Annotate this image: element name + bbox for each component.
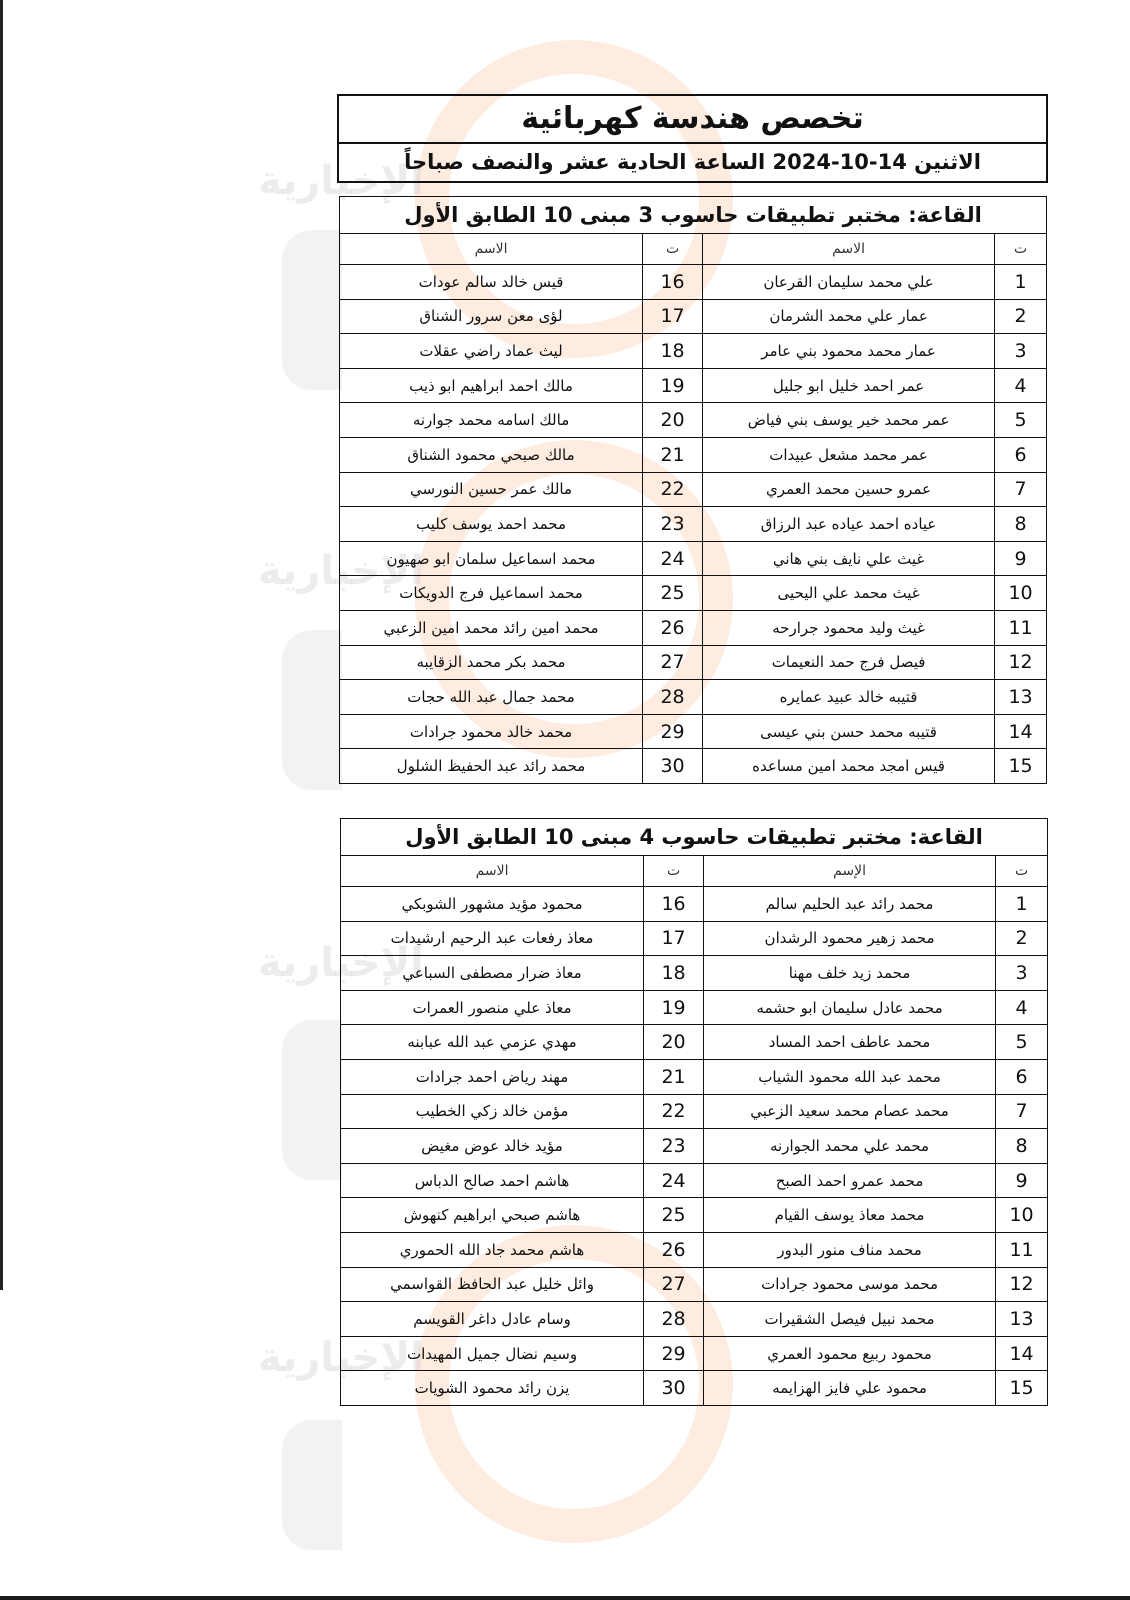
row-number: 23	[643, 507, 703, 542]
student-name: علي محمد سليمان القرعان	[703, 265, 995, 300]
student-name: مالك عمر حسين النورسي	[340, 472, 643, 507]
row-number: 30	[643, 749, 703, 784]
row-number: 20	[644, 1025, 704, 1060]
student-name: ليث عماد راضي عقلات	[340, 334, 643, 369]
row-number: 10	[995, 576, 1047, 611]
row-number: 8	[996, 1129, 1048, 1164]
row-number: 21	[643, 437, 703, 472]
student-name: محمد احمد يوسف كليب	[340, 507, 643, 542]
column-header-number: ت	[996, 856, 1048, 887]
row-number: 24	[644, 1163, 704, 1198]
student-name: قيس خالد سالم عودات	[340, 265, 643, 300]
row-number: 4	[995, 368, 1047, 403]
table-row	[340, 541, 1047, 576]
watermark-text: الإخبارية	[258, 940, 424, 986]
row-number: 1	[995, 265, 1047, 300]
scan-bottom-edge	[0, 1596, 1130, 1600]
student-name: مالك احمد ابراهيم ابو ذيب	[340, 368, 643, 403]
student-name: محمد اسماعيل فرج الدويكات	[340, 576, 643, 611]
document-title: تخصص هندسة كهربائية	[339, 96, 1046, 144]
student-name: محمد اسماعيل سلمان ابو صهيون	[340, 541, 643, 576]
row-number: 6	[995, 437, 1047, 472]
row-number: 15	[996, 1371, 1048, 1406]
student-name: محمود مؤيد مشهور الشوبكي	[341, 887, 644, 922]
row-number: 29	[644, 1336, 704, 1371]
row-number: 4	[996, 990, 1048, 1025]
row-number: 18	[643, 334, 703, 369]
row-number: 16	[643, 265, 703, 300]
row-number: 20	[643, 403, 703, 438]
roster-table-lab-3	[339, 196, 1047, 784]
table-row	[340, 680, 1047, 715]
student-name: هاشم محمد جاد الله الحموري	[341, 1232, 644, 1267]
table-body	[340, 265, 1047, 784]
column-header-number: ت	[643, 234, 703, 265]
table-row	[341, 921, 1048, 956]
row-number: 29	[643, 714, 703, 749]
row-number: 19	[644, 990, 704, 1025]
hall-title: القاعة: مختبر تطبيقات حاسوب 4 مبنى 10 الطابق الأول	[341, 819, 1048, 856]
student-name: وائل خليل عبد الحافظ القواسمي	[341, 1267, 644, 1302]
student-name: محمد خالد محمود جرادات	[340, 714, 643, 749]
student-name: محمد جمال عبد الله حجات	[340, 680, 643, 715]
table-row	[341, 887, 1048, 922]
row-number: 18	[644, 956, 704, 991]
column-header-number: ت	[995, 234, 1047, 265]
watermark-shape	[282, 1020, 342, 1180]
watermark-shape	[282, 1420, 342, 1550]
table-row	[340, 645, 1047, 680]
row-number: 22	[643, 472, 703, 507]
row-number: 12	[996, 1267, 1048, 1302]
table-body	[341, 887, 1048, 1406]
student-name: غيث محمد علي اليحيى	[703, 576, 995, 611]
student-name: محمود علي فايز الهزايمه	[704, 1371, 996, 1406]
table-row	[341, 1371, 1048, 1406]
row-number: 26	[644, 1232, 704, 1267]
row-number: 9	[995, 541, 1047, 576]
row-number: 2	[995, 299, 1047, 334]
student-name: محمد مناف منور البدور	[704, 1232, 996, 1267]
table-row	[341, 1094, 1048, 1129]
student-name: محمد عاطف احمد المساد	[704, 1025, 996, 1060]
scan-left-edge	[0, 0, 3, 1290]
exam-date-time: الاثنين 14-10-2024 الساعة الحادية عشر والنصف صباحاً	[404, 150, 981, 174]
row-number: 9	[996, 1163, 1048, 1198]
student-name: هاشم احمد صالح الدباس	[341, 1163, 644, 1198]
watermark-text: الإخبارية	[258, 1335, 424, 1381]
table-row	[341, 1129, 1048, 1164]
student-name: عمر محمد خير يوسف بني فياض	[703, 403, 995, 438]
table-row	[340, 472, 1047, 507]
student-name: محمد عصام محمد سعيد الزعبي	[704, 1094, 996, 1129]
student-name: محمود ربيع محمود العمري	[704, 1336, 996, 1371]
table-row	[340, 437, 1047, 472]
student-name: عمار محمد محمود بني عامر	[703, 334, 995, 369]
row-number: 14	[995, 714, 1047, 749]
student-name: لؤى معن سرور الشناق	[340, 299, 643, 334]
row-number: 28	[644, 1302, 704, 1337]
table-row	[340, 507, 1047, 542]
row-number: 25	[644, 1198, 704, 1233]
student-name: قيس امجد محمد امين مساعده	[703, 749, 995, 784]
column-header-name: الاسم	[341, 856, 644, 887]
student-name: محمد معاذ يوسف القيام	[704, 1198, 996, 1233]
student-name: معاذ ضرار مصطفى السباعي	[341, 956, 644, 991]
column-header-number: ت	[644, 856, 704, 887]
student-name: يزن رائد محمود الشويات	[341, 1371, 644, 1406]
row-number: 27	[644, 1267, 704, 1302]
row-number: 11	[995, 610, 1047, 645]
student-name: عياده احمد عياده عبد الرزاق	[703, 507, 995, 542]
row-number: 8	[995, 507, 1047, 542]
row-number: 28	[643, 680, 703, 715]
student-name: مالك صبحي محمود الشناق	[340, 437, 643, 472]
row-number: 24	[643, 541, 703, 576]
table-row	[340, 299, 1047, 334]
table-row	[341, 1336, 1048, 1371]
table-row	[341, 1302, 1048, 1337]
student-name: عمرو حسين محمد العمري	[703, 472, 995, 507]
student-name: محمد رائد عبد الحفيظ الشلول	[340, 749, 643, 784]
student-name: مالك اسامه محمد جوارنه	[340, 403, 643, 438]
column-header-name: الإسم	[704, 856, 996, 887]
row-number: 6	[996, 1059, 1048, 1094]
column-header-name: الاسم	[703, 234, 995, 265]
student-name: محمد عادل سليمان ابو حشمه	[704, 990, 996, 1025]
row-number: 5	[996, 1025, 1048, 1060]
row-number: 13	[995, 680, 1047, 715]
student-name: مهند رياض احمد جرادات	[341, 1059, 644, 1094]
student-name: عمار علي محمد الشرمان	[703, 299, 995, 334]
watermark-shape	[282, 230, 342, 390]
row-number: 2	[996, 921, 1048, 956]
table-row	[340, 576, 1047, 611]
table-row	[341, 1267, 1048, 1302]
document-header	[337, 94, 1048, 183]
row-number: 12	[995, 645, 1047, 680]
row-number: 17	[643, 299, 703, 334]
student-name: هاشم صبحي ابراهيم كنهوش	[341, 1198, 644, 1233]
roster-table-lab-4	[340, 818, 1048, 1406]
student-name: قتيبه خالد عبيد عمايره	[703, 680, 995, 715]
student-name: محمد عمرو احمد الصبح	[704, 1163, 996, 1198]
student-name: محمد موسى محمود جرادات	[704, 1267, 996, 1302]
row-number: 30	[644, 1371, 704, 1406]
student-name: فيصل فرج حمد النعيمات	[703, 645, 995, 680]
row-number: 23	[644, 1129, 704, 1164]
row-number: 10	[996, 1198, 1048, 1233]
hall-title: القاعة: مختبر تطبيقات حاسوب 3 مبنى 10 الطابق الأول	[340, 197, 1047, 234]
table-row	[341, 1059, 1048, 1094]
row-number: 3	[995, 334, 1047, 369]
student-name: وسام عادل داغر القويسم	[341, 1302, 644, 1337]
watermark-text: الإخبارية	[258, 158, 424, 204]
row-number: 22	[644, 1094, 704, 1129]
row-number: 3	[996, 956, 1048, 991]
row-number: 14	[996, 1336, 1048, 1371]
table-row	[341, 1198, 1048, 1233]
row-number: 26	[643, 610, 703, 645]
table-row	[341, 956, 1048, 991]
student-name: وسيم نضال جميل المهيدات	[341, 1336, 644, 1371]
student-name: مهدي عزمي عبد الله عبابنه	[341, 1025, 644, 1060]
row-number: 21	[644, 1059, 704, 1094]
table-row	[341, 1163, 1048, 1198]
table-row	[341, 1232, 1048, 1267]
row-number: 19	[643, 368, 703, 403]
student-name: محمد بكر محمد الزقايبه	[340, 645, 643, 680]
student-name: معاذ علي منصور العمرات	[341, 990, 644, 1025]
column-header-name: الاسم	[340, 234, 643, 265]
watermark-shape	[282, 630, 342, 790]
table-row	[340, 610, 1047, 645]
table-row	[341, 990, 1048, 1025]
row-number: 16	[644, 887, 704, 922]
row-number: 13	[996, 1302, 1048, 1337]
row-number: 27	[643, 645, 703, 680]
student-name: محمد زهير محمود الرشدان	[704, 921, 996, 956]
student-name: محمد زيد خلف مهنا	[704, 956, 996, 991]
student-name: عمر احمد خليل ابو جليل	[703, 368, 995, 403]
row-number: 11	[996, 1232, 1048, 1267]
row-number: 25	[643, 576, 703, 611]
row-number: 5	[995, 403, 1047, 438]
student-name: مؤيد خالد عوض مغيض	[341, 1129, 644, 1164]
student-name: محمد امين رائد محمد امين الزعبي	[340, 610, 643, 645]
row-number: 15	[995, 749, 1047, 784]
watermark-text: الإخبارية	[258, 548, 424, 594]
student-name: معاذ رفعات عبد الرحيم ارشيدات	[341, 921, 644, 956]
table-row	[340, 334, 1047, 369]
student-name: محمد رائد عبد الحليم سالم	[704, 887, 996, 922]
row-number: 7	[995, 472, 1047, 507]
table-row	[340, 749, 1047, 784]
student-name: محمد عبد الله محمود الشياب	[704, 1059, 996, 1094]
student-name: عمر محمد مشعل عبيدات	[703, 437, 995, 472]
student-name: محمد علي محمد الجوارنه	[704, 1129, 996, 1164]
table-row	[340, 368, 1047, 403]
table-row	[340, 714, 1047, 749]
student-name: مؤمن خالد زكي الخطيب	[341, 1094, 644, 1129]
table-row	[340, 265, 1047, 300]
student-name: محمد نبيل فيصل الشقيرات	[704, 1302, 996, 1337]
row-number: 1	[996, 887, 1048, 922]
table-row	[340, 403, 1047, 438]
student-name: غيث علي نايف بني هاني	[703, 541, 995, 576]
row-number: 7	[996, 1094, 1048, 1129]
student-name: قتيبه محمد حسن بني عيسى	[703, 714, 995, 749]
table-row	[341, 1025, 1048, 1060]
row-number: 17	[644, 921, 704, 956]
student-name: غيث وليد محمود جرارحه	[703, 610, 995, 645]
